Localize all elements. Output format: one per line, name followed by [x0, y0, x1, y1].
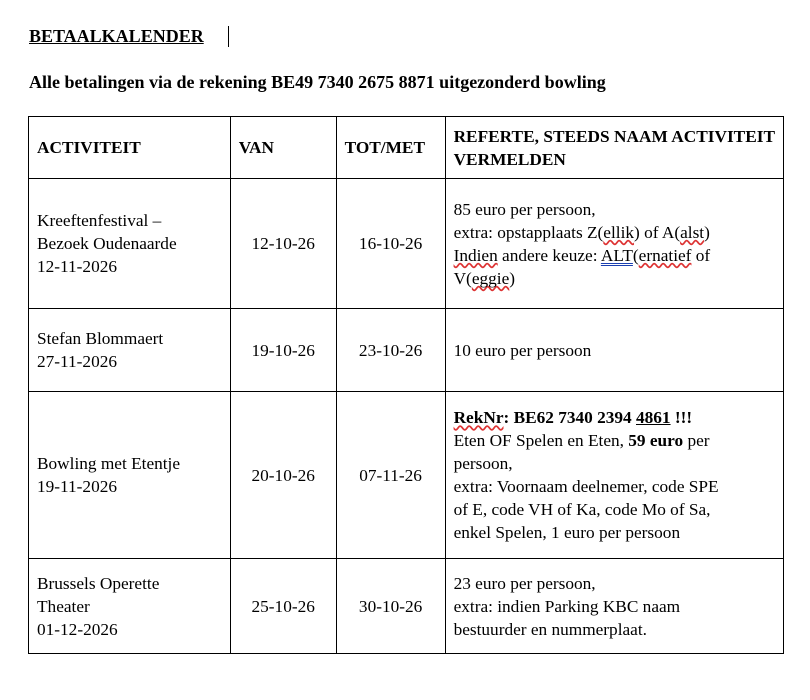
reference-line — [454, 221, 775, 244]
table-row — [29, 179, 784, 309]
header-referte: REFERTE, STEEDS NAAM ACTIVITEIT VERMELDEN — [445, 117, 783, 179]
activity-line: Theater — [37, 596, 90, 616]
table-row — [29, 392, 784, 559]
reference-line: extra: indien Parking KBC naam — [453, 596, 681, 616]
text-cursor — [228, 26, 229, 47]
text-run: !!! — [670, 408, 693, 427]
activity-cell — [29, 309, 231, 392]
activity-date: 01-12-2026 — [37, 619, 118, 639]
reference-cell — [445, 559, 783, 654]
tot-cell: 30-10-26 — [336, 559, 445, 654]
header-tot: TOT/MET — [336, 117, 445, 179]
document-title: BETAALKALENDER — [29, 26, 204, 46]
text-run: ) — [704, 222, 710, 242]
price-bold: 59 euro — [628, 431, 684, 450]
text-run: ) of A( — [634, 222, 681, 242]
activity-cell — [29, 392, 231, 559]
header-activiteit: ACTIVITEIT — [29, 117, 231, 179]
activity-date: 19-11-2026 — [37, 477, 117, 496]
tot-cell: 07-11-26 — [336, 392, 445, 559]
text-run: ) — [509, 268, 516, 288]
van-cell: 25-10-26 — [230, 559, 336, 654]
reference-line: 23 euro per persoon, — [453, 573, 596, 593]
reference-line — [454, 267, 775, 290]
activity-date: 27-11-2026 — [37, 352, 117, 371]
spellcheck-word: ernatief — [638, 245, 692, 265]
reference-line: extra: Voornaam deelnemer, code SPE — [453, 477, 719, 496]
activity-line: Bezoek Oudenaarde — [37, 234, 177, 253]
text-run: of — [691, 245, 711, 265]
activity-line: Kreeftenfestival – — [37, 211, 162, 230]
spellcheck-word: RekNr — [453, 408, 504, 427]
reference-line — [454, 244, 775, 267]
activity-date: 12-11-2026 — [37, 257, 117, 276]
document-subtitle: Alle betalingen via de rekening BE49 7340 2675 8871 uitgezonderd bowling — [29, 72, 606, 92]
text-run: : BE62 7340 2394 — [503, 408, 636, 427]
grammar-word: ALT — [600, 245, 633, 265]
text-run: V( — [453, 268, 472, 288]
reference-line: 85 euro per persoon, — [453, 199, 596, 219]
reference-line: of E, code VH of Ka, code Mo of Sa, — [453, 500, 711, 519]
activity-line: Stefan Blommaert — [37, 329, 164, 348]
activity-cell — [29, 559, 231, 654]
van-cell: 19-10-26 — [230, 309, 336, 392]
van-cell: 12-10-26 — [230, 179, 336, 309]
text-run: extra: opstapplaats Z( — [453, 222, 604, 242]
reference-cell — [445, 392, 783, 559]
reference-cell — [445, 179, 783, 309]
text-run: ( — [632, 245, 639, 265]
header-van: VAN — [230, 117, 336, 179]
table-row — [29, 559, 784, 654]
payment-calendar-table — [28, 116, 784, 654]
activity-line: Brussels Operette — [37, 573, 160, 593]
tot-cell: 16-10-26 — [336, 179, 445, 309]
spellcheck-word: alst — [680, 222, 705, 242]
table-header-row — [29, 117, 784, 179]
text-run: per — [683, 431, 710, 450]
spellcheck-word: ellik — [603, 222, 635, 242]
spellcheck-word: Indien — [453, 245, 498, 265]
underlined-digits: 4861 — [636, 408, 671, 427]
table-row — [29, 309, 784, 392]
activity-cell — [29, 179, 231, 309]
reference-cell — [445, 309, 783, 392]
van-cell: 20-10-26 — [230, 392, 336, 559]
tot-cell: 23-10-26 — [336, 309, 445, 392]
reference-line: 10 euro per persoon — [453, 340, 592, 360]
text-run: Eten OF Spelen en Eten, — [453, 431, 629, 450]
spellcheck-word: eggie — [471, 268, 510, 288]
account-number-line — [454, 406, 775, 429]
activity-line: Bowling met Etentje — [37, 454, 181, 473]
text-run: andere keuze: — [497, 245, 601, 265]
reference-line — [454, 429, 775, 452]
reference-line: enkel Spelen, 1 euro per persoon — [453, 523, 681, 542]
reference-line: bestuurder en nummerplaat. — [453, 619, 647, 639]
reference-line: persoon, — [453, 454, 513, 473]
